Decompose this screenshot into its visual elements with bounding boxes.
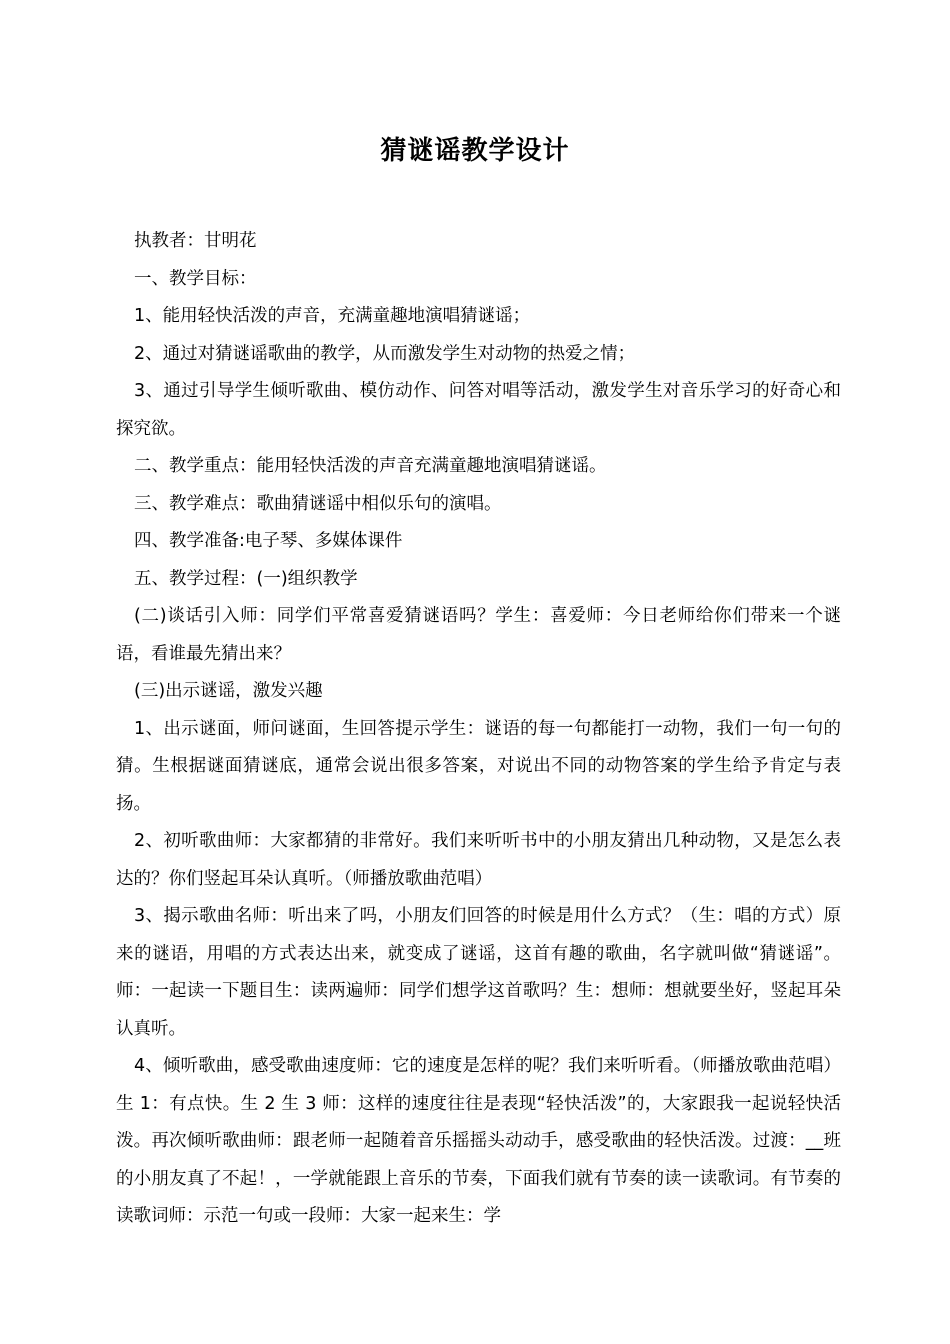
paragraph-preparation: 四、教学准备:电子琴、多媒体课件: [134, 531, 403, 551]
paragraph-process: 五、教学过程：(一)组织教学: [134, 568, 358, 589]
paragraph-step-4: 4、倾听歌曲，感受歌曲速度师：它的速度是怎样的呢？我们来听听看。（师播放歌曲范唱）生 1：有点快。生 2 生 3 师：这样的速度往往是表现“轻快活泼”的，大家跟我一起说轻快活泼。再次倾听歌曲师：跟老师一起随着音乐摇摇头动动手，感受歌曲的轻快活泼。过渡：__班的小朋友真了不起！，一学就能跟上音乐的节奏，下面我们就有节奏的读一读歌词。有节奏的读歌词师：示范一句或一段师：大家一起来生：学: [116, 1056, 841, 1226]
paragraph-key-points: 二、教学重点：能用轻快活泼的声音充满童趣地演唱猜谜谣。: [134, 456, 607, 476]
paragraph-intro-talk: (二)谈话引入师：同学们平常喜爱猜谜语吗？学生：喜爱师：今日老师给你们带来一个谜语，看谁最先猜出来？: [116, 606, 841, 664]
paragraph-goal-2: 2、通过对猜谜谣歌曲的教学，从而激发学生对动物的热爱之情；: [134, 343, 636, 364]
document-title: 猜谜谣教学设计: [380, 136, 570, 166]
paragraph-step-3: 3、揭示歌曲名师：听出来了吗，小朋友们回答的时候是用什么方式？（生：唱的方式）原来的谜语，用唱的方式表达出来，就变成了谜谣，这首有趣的歌曲，名字就叫做“猜谜谣”。师：一起读一下题目生：读两遍师：同学们想学这首歌吗？生：想师：想就要坐好，竖起耳朵认真听。: [116, 906, 841, 1039]
document-body: [116, 223, 841, 1236]
paragraph-author: 执教者：甘明花: [134, 231, 257, 251]
paragraph-step-1: 1、出示谜面，师问谜面，生回答提示学生：谜语的每一句都能打一动物，我们一句一句的猜。生根据谜面猜谜底，通常会说出很多答案，对说出不同的动物答案的学生给予肯定与表扬。: [116, 718, 841, 814]
paragraph-goals-heading: 一、教学目标：: [134, 268, 257, 289]
paragraph-show-riddle: (三)出示谜谣，激发兴趣: [134, 681, 323, 701]
paragraph-goal-1: 1、能用轻快活泼的声音，充满童趣地演唱猜谜谣；: [134, 306, 531, 326]
paragraph-step-2: 2、初听歌曲师：大家都猜的非常好。我们来听听书中的小朋友猜出几种动物，又是怎么表达的？你们竖起耳朵认真听。（师播放歌曲范唱）: [116, 831, 841, 889]
paragraph-goal-3: 3、通过引导学生倾听歌曲、模仿动作、问答对唱等活动，激发学生对音乐学习的好奇心和探究欲。: [116, 381, 841, 439]
paragraph-difficulties: 三、教学难点：歌曲猜谜谣中相似乐句的演唱。: [134, 493, 502, 514]
